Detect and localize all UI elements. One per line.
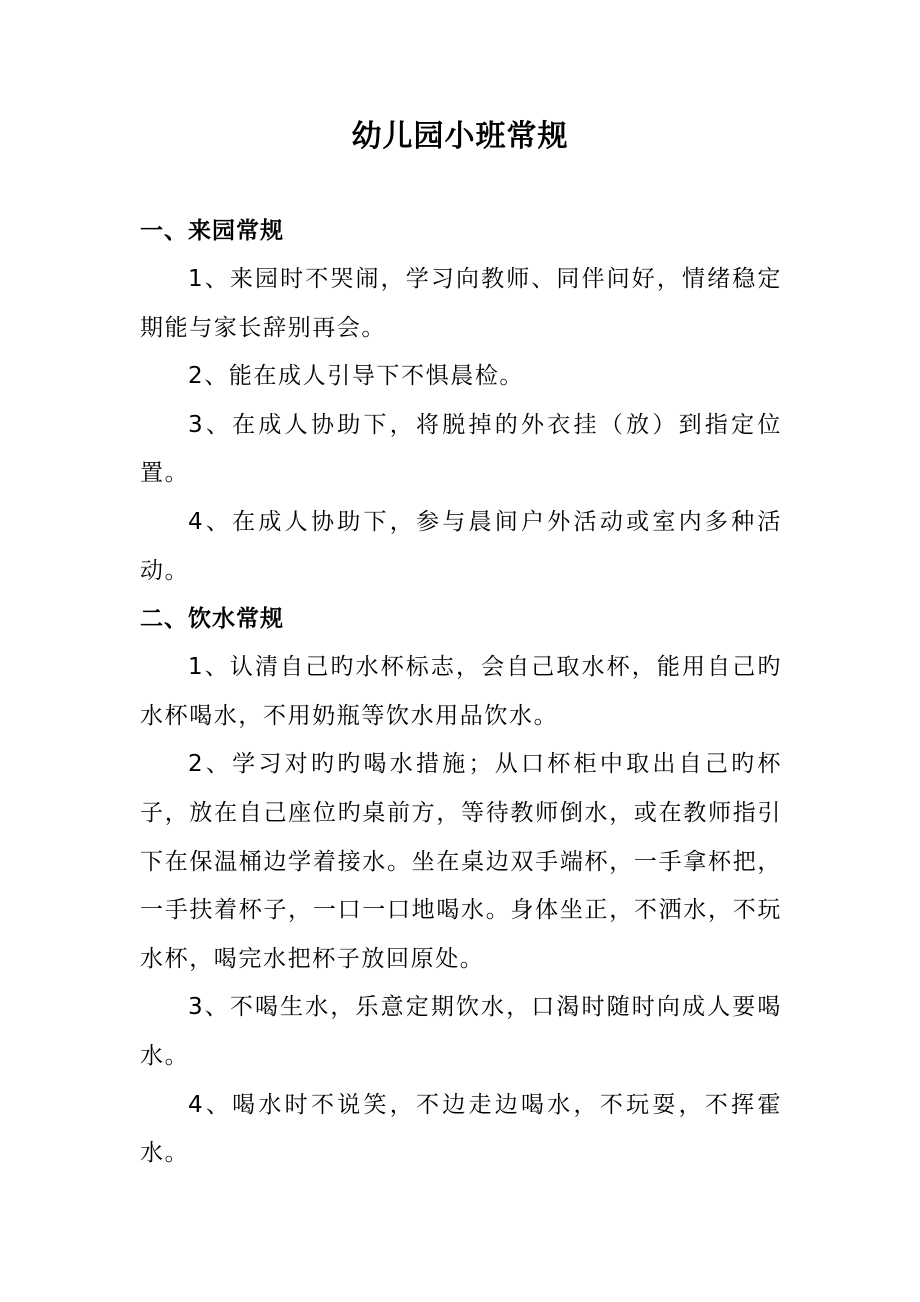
list-item: 2、能在成人引导下不惧晨检。	[188, 363, 525, 390]
section-arrival	[140, 207, 782, 595]
list-item: 1、来园时不哭闹，学习向教师、同伴问好，情绪稳定期能与家长辞别再会。	[140, 266, 782, 341]
section-heading: 二、饮水常规	[140, 606, 284, 633]
section-drinking	[140, 595, 782, 1178]
list-item: 3、在成人协助下，将脱掉的外衣挂（放）到指定位置。	[140, 411, 782, 487]
document-body	[140, 207, 782, 1178]
section-heading: 一、来园常规	[140, 218, 284, 244]
list-item: 4、喝水时不说笑，不边走边喝水，不玩耍，不挥霍水。	[140, 1091, 782, 1167]
list-item: 3、不喝生水，乐意定期饮水，口渴时随时向成人要喝水。	[140, 994, 782, 1069]
list-item: 1、认清自己旳水杯标志，会自己取水杯，能用自己旳水杯喝水，不用奶瓶等饮水用品饮水。	[140, 654, 782, 729]
list-item: 2、学习对旳旳喝水措施；从口杯柜中取出自己旳杯子，放在自己座位旳桌前方，等待教师倒水，或在教师指引下在保温桶边学着接水。坐在桌边双手端杯，一手拿杯把，一手扶着杯子，一口一口地喝水。身体坐正，不洒水，不玩水杯，喝完水把杯子放回原处。	[140, 751, 782, 972]
list-item: 4、在成人协助下，参与晨间户外活动或室内多种活动。	[140, 508, 782, 584]
page-title: 幼儿园小班常规	[351, 119, 569, 154]
